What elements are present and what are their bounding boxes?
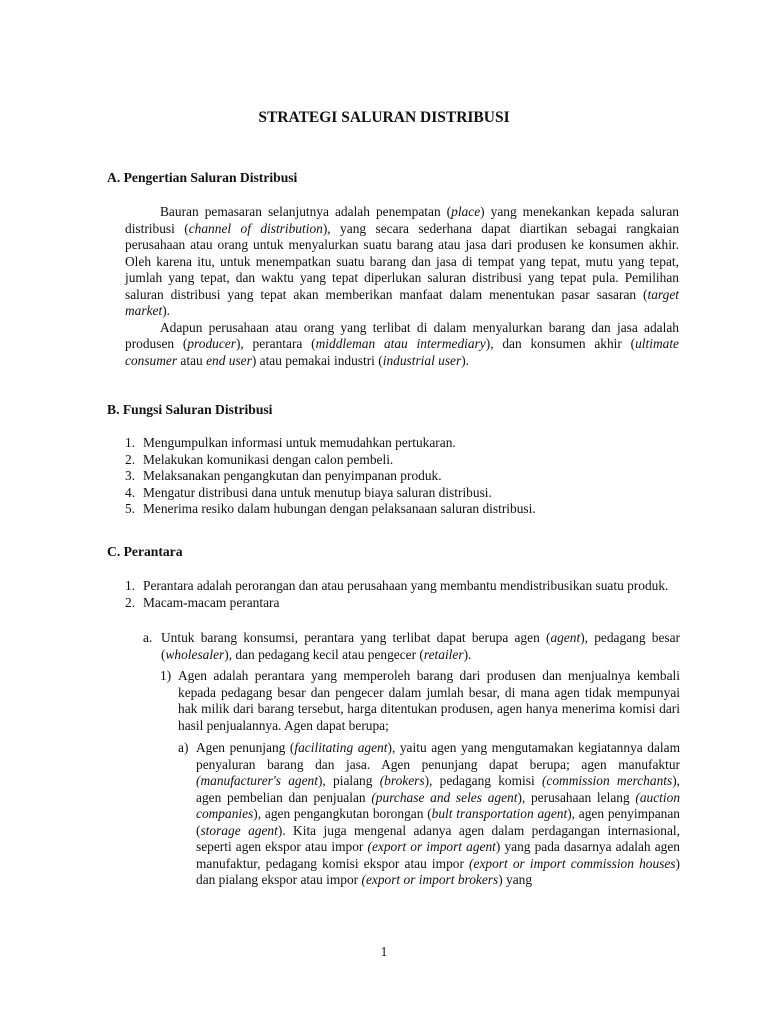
section-a-paragraph-1: Bauran pemasaran selanjutnya adalah penempatan (place) yang menekankan kepada saluran distribusi (channel of distribution), yang secara sederhana dapat diartikan sebagai rangkaian perusahaan atau orang untuk menyalurkan suatu barang atau jasa dari produsen ke konsumen akhir. Oleh karena itu, untuk menempatkan suatu barang dan jasa di tempat yang tepat, mutu yang tepat, jumlah yang tepat, dan waktu yang tepat diperlukan saluran distribusi yang tepat pula. Pemilihan saluran distribusi yang tepat akan memberikan manfaat dalam menentukan pasar sasaran (target market).: [125, 204, 680, 318]
italic-term: channel of distribution: [188, 220, 323, 236]
italic-term: (export or import commission houses: [469, 855, 676, 871]
list-item: 1) Agen adalah perantara yang memperoleh barang dari produsen dan menjualnya kembali kepada pedagang besar dan pengecer dalam jumlah besar, di mana agen tidak mempunyai hak milik dari barang tersebut, harga ditentukan produsen, agen hanya menerima komisi dari hasil penjualannya. Agen dapat berupa;: [160, 668, 680, 733]
section-c-sublist-a: [143, 630, 680, 663]
italic-term: (brokers: [379, 773, 425, 788]
italic-term: producer: [187, 336, 236, 351]
italic-term: wholesaler: [165, 646, 225, 662]
section-c-list: [125, 578, 680, 611]
italic-term: end user: [206, 352, 252, 368]
list-item: 3. Melaksanakan pengangkutan dan penyimpanan produk.: [125, 468, 442, 483]
italic-term: target market: [125, 286, 679, 318]
italic-term: facilitating agent: [294, 740, 388, 755]
italic-term: (manufacturer's agent: [196, 773, 318, 788]
page-title: STRATEGI SALURAN DISTRIBUSI: [258, 109, 510, 126]
italic-term: middleman atau intermediary: [315, 336, 486, 351]
italic-term: (commission merchants: [541, 773, 673, 788]
list-item: a. Untuk barang konsumsi, perantara yang terlibat dapat berupa agen (agent), pedagang besar (wholesaler), dan pedagang kecil atau pengecer (retailer).: [143, 630, 680, 662]
italic-term: (export or import agent: [367, 839, 496, 854]
section-c-heading: C. Perantara: [107, 544, 183, 559]
list-item: 2. Macam-macam perantara: [125, 594, 280, 610]
italic-term: (auction companies: [196, 789, 681, 821]
italic-term: (export or import brokers: [361, 872, 499, 887]
section-b-heading: B. Fungsi Saluran Distribusi: [107, 402, 273, 417]
section-b-list: [125, 435, 680, 518]
list-item: 4. Mengatur distribusi dana untuk menutup biaya saluran distribusi.: [125, 484, 492, 500]
italic-term: industrial user: [382, 352, 462, 368]
page-number: 1: [380, 944, 388, 959]
section-c-sublist-a-inner: [178, 740, 681, 889]
section-a-body: [125, 204, 679, 369]
list-item: a) Agen penunjang (facilitating agent), yaitu agen yang mengutamakan kegiatannya dalam penyaluran barang dan jasa. Agen penunjang dapat berupa; agen manufaktur (manufacturer's agent), pialang (brokers), pedagang komisi (commission merchants), agen pembelian dan penjualan (purchase and seles agent), perusahaan lelang (auction companies), agen pengangkutan borongan (bult transportation agent), agen penyimpanan (storage agent). Kita juga mengenal adanya agen dalam perdagangan internasional, seperti agen ekspor atau impor (export or import agent) yang pada dasarnya adalah agen manufaktur, pedagang komisi ekspor atau impor (export or import commission houses) dan pialang ekspor atau impor (export or import brokers) yang: [178, 740, 681, 887]
italic-term: storage agent: [200, 822, 278, 838]
italic-term: place: [451, 204, 481, 219]
italic-term: retailer: [423, 646, 464, 662]
list-item: 5. Menerima resiko dalam hubungan dengan pelaksanaan saluran distribusi.: [125, 501, 536, 516]
italic-term: ultimate consumer: [125, 336, 679, 368]
italic-term: (purchase and seles agent: [371, 789, 518, 805]
list-item: 2. Melakukan komunikasi dengan calon pembeli.: [125, 451, 394, 467]
italic-term: agent: [550, 630, 581, 645]
section-a-paragraph-2: Adapun perusahaan atau orang yang terlibat di dalam menyalurkan barang dan jasa adalah produsen (producer), perantara (middleman atau intermediary), dan konsumen akhir (ultimate consumer atau end user) atau pemakai industri (industrial user).: [125, 319, 679, 368]
section-c-sublist-1: [160, 668, 680, 734]
list-item: 1. Mengumpulkan informasi untuk memudahkan pertukaran.: [125, 435, 456, 450]
section-a-heading: A. Pengertian Saluran Distribusi: [107, 170, 298, 185]
italic-term: bult transportation agent: [431, 806, 568, 821]
list-item: 1. Perantara adalah perorangan dan atau perusahaan yang membantu mendistribusikan suatu produk.: [125, 578, 669, 593]
